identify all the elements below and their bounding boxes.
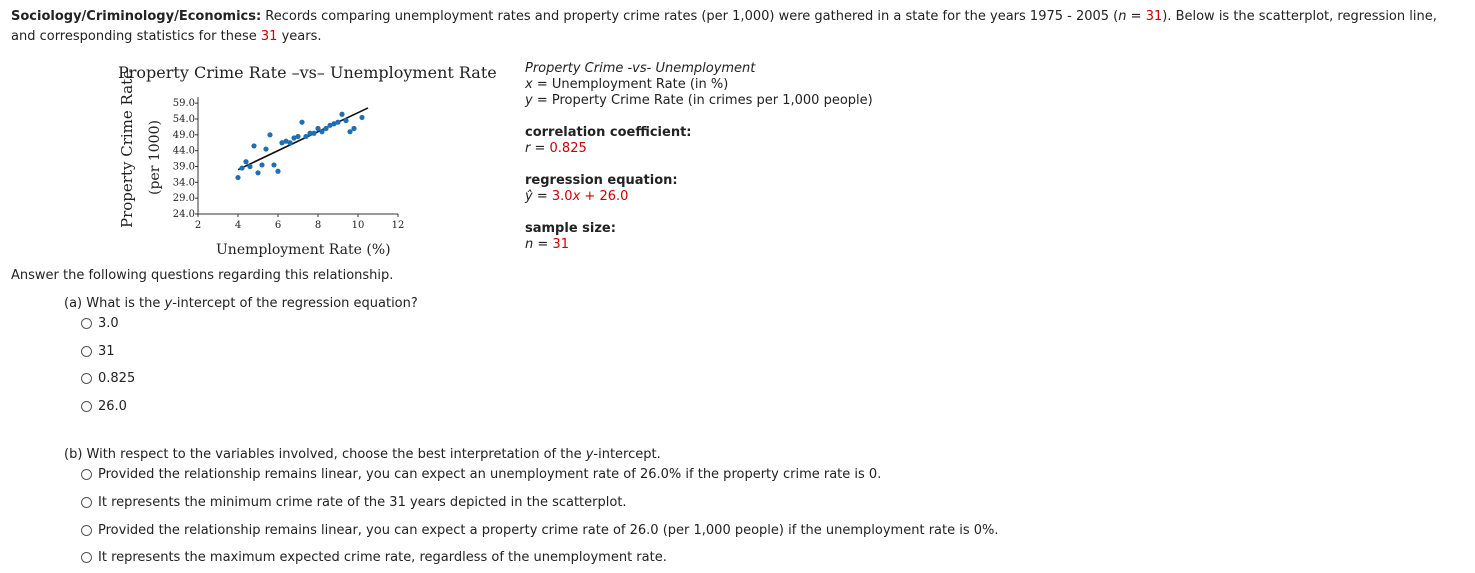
y-tick-label: 54.0: [172, 114, 195, 125]
data-point: [351, 126, 356, 131]
question-intro: Answer the following questions regarding this relationship.: [11, 268, 394, 283]
data-point: [311, 131, 316, 136]
radio-button[interactable]: [81, 497, 92, 508]
data-point: [267, 132, 272, 137]
radio-button[interactable]: [81, 318, 92, 329]
radio-button[interactable]: [81, 552, 92, 563]
problem-intro: Sociology/Criminology/Economics: Records comparing unemployment rates and property crime rates (per 1,000) were gathered in a state for the years 1975 - 2005 (n = 31). Below is the scatterplot, regression line, and corresponding statistics for these 31 years.: [11, 9, 1437, 44]
scatterplot: [160, 88, 410, 238]
qa-option-2[interactable]: 31: [81, 344, 115, 359]
qb-option-1[interactable]: Provided the relationship remains linear, you can expect an unemployment rate of 26.0% if the property crime rate is 0.: [81, 467, 881, 482]
qa-option-4[interactable]: 26.0: [81, 399, 127, 414]
regression-line: [238, 108, 368, 170]
stats-definitions: [525, 61, 873, 109]
x-tick-label: 12: [391, 220, 405, 231]
correlation-value: r = 0.825: [525, 141, 587, 156]
x-tick-label: 2: [194, 220, 202, 231]
y-tick-label: 34.0: [172, 177, 195, 189]
x-definition: x = Unemployment Rate (in %): [525, 77, 729, 92]
x-axis-label: Unemployment Rate (%): [216, 242, 391, 258]
y-axis-label: Property Crime Rate: [118, 69, 136, 228]
regression-label: regression equation:: [525, 173, 678, 188]
sample-count: 31: [1145, 9, 1163, 24]
qb-option-2[interactable]: It represents the minimum crime rate of the 31 years depicted in the scatterplot.: [81, 495, 627, 510]
y-tick-label: 59.0: [172, 98, 195, 110]
y-axis-unit-label: (per 1000): [147, 120, 163, 195]
y-tick-label: 39.0: [172, 161, 195, 173]
data-point: [287, 140, 292, 145]
y-definition: y = Property Crime Rate (in crimes per 1,000 people): [525, 93, 873, 108]
correlation-label: correlation coefficient:: [525, 125, 692, 140]
stats-title: Property Crime -vs- Unemployment: [525, 61, 756, 76]
data-point: [263, 146, 268, 151]
data-point: [271, 162, 276, 167]
radio-button[interactable]: [81, 469, 92, 480]
regression-equation: ŷ = 3.0x + 26.0: [525, 189, 629, 204]
data-point: [275, 169, 280, 174]
data-point: [295, 134, 300, 139]
x-tick-label: 10: [351, 220, 365, 231]
data-point: [255, 170, 260, 175]
chart-title: Property Crime Rate –vs– Unemployment Rate: [118, 63, 497, 82]
data-point: [239, 165, 244, 170]
radio-button[interactable]: [81, 525, 92, 536]
data-point: [343, 118, 348, 123]
regression-block: [525, 173, 678, 205]
x-tick-label: 8: [314, 220, 322, 231]
radio-button[interactable]: [81, 401, 92, 412]
sample-size-block: [525, 221, 616, 253]
data-point: [259, 162, 264, 167]
y-tick-label: 29.0: [172, 193, 195, 205]
radio-button[interactable]: [81, 346, 92, 357]
qa-option-3[interactable]: 0.825: [81, 371, 135, 386]
data-point: [339, 112, 344, 117]
data-point: [235, 175, 240, 180]
sample-size-value: n = 31: [525, 237, 569, 252]
subject-label: Sociology/Criminology/Economics:: [11, 9, 262, 24]
year-count: 31: [260, 29, 278, 44]
sample-size-label: sample size:: [525, 221, 616, 236]
data-point: [299, 120, 304, 125]
y-tick-label: 24.0: [172, 209, 195, 220]
correlation-block: [525, 125, 692, 157]
question-a-prompt: (a) What is the y-intercept of the regression equation?: [64, 296, 418, 311]
data-point: [251, 143, 256, 148]
x-tick-label: 4: [234, 220, 242, 231]
data-point: [243, 159, 248, 164]
radio-button[interactable]: [81, 373, 92, 384]
qb-option-3[interactable]: Provided the relationship remains linear, you can expect a property crime rate of 26.0 (per 1,000 people) if the unemployment rate is 0%.: [81, 523, 999, 538]
data-point: [247, 164, 252, 169]
qb-option-4[interactable]: It represents the maximum expected crime rate, regardless of the unemployment rate.: [81, 550, 667, 565]
question-b-prompt: (b) With respect to the variables involved, choose the best interpretation of the y-intercept.: [64, 447, 661, 462]
y-tick-label: 49.0: [172, 129, 195, 141]
qa-option-1[interactable]: 3.0: [81, 316, 119, 331]
x-tick-label: 6: [274, 220, 282, 231]
data-point: [359, 115, 364, 120]
y-tick-label: 44.0: [172, 145, 195, 157]
data-point: [335, 120, 340, 125]
